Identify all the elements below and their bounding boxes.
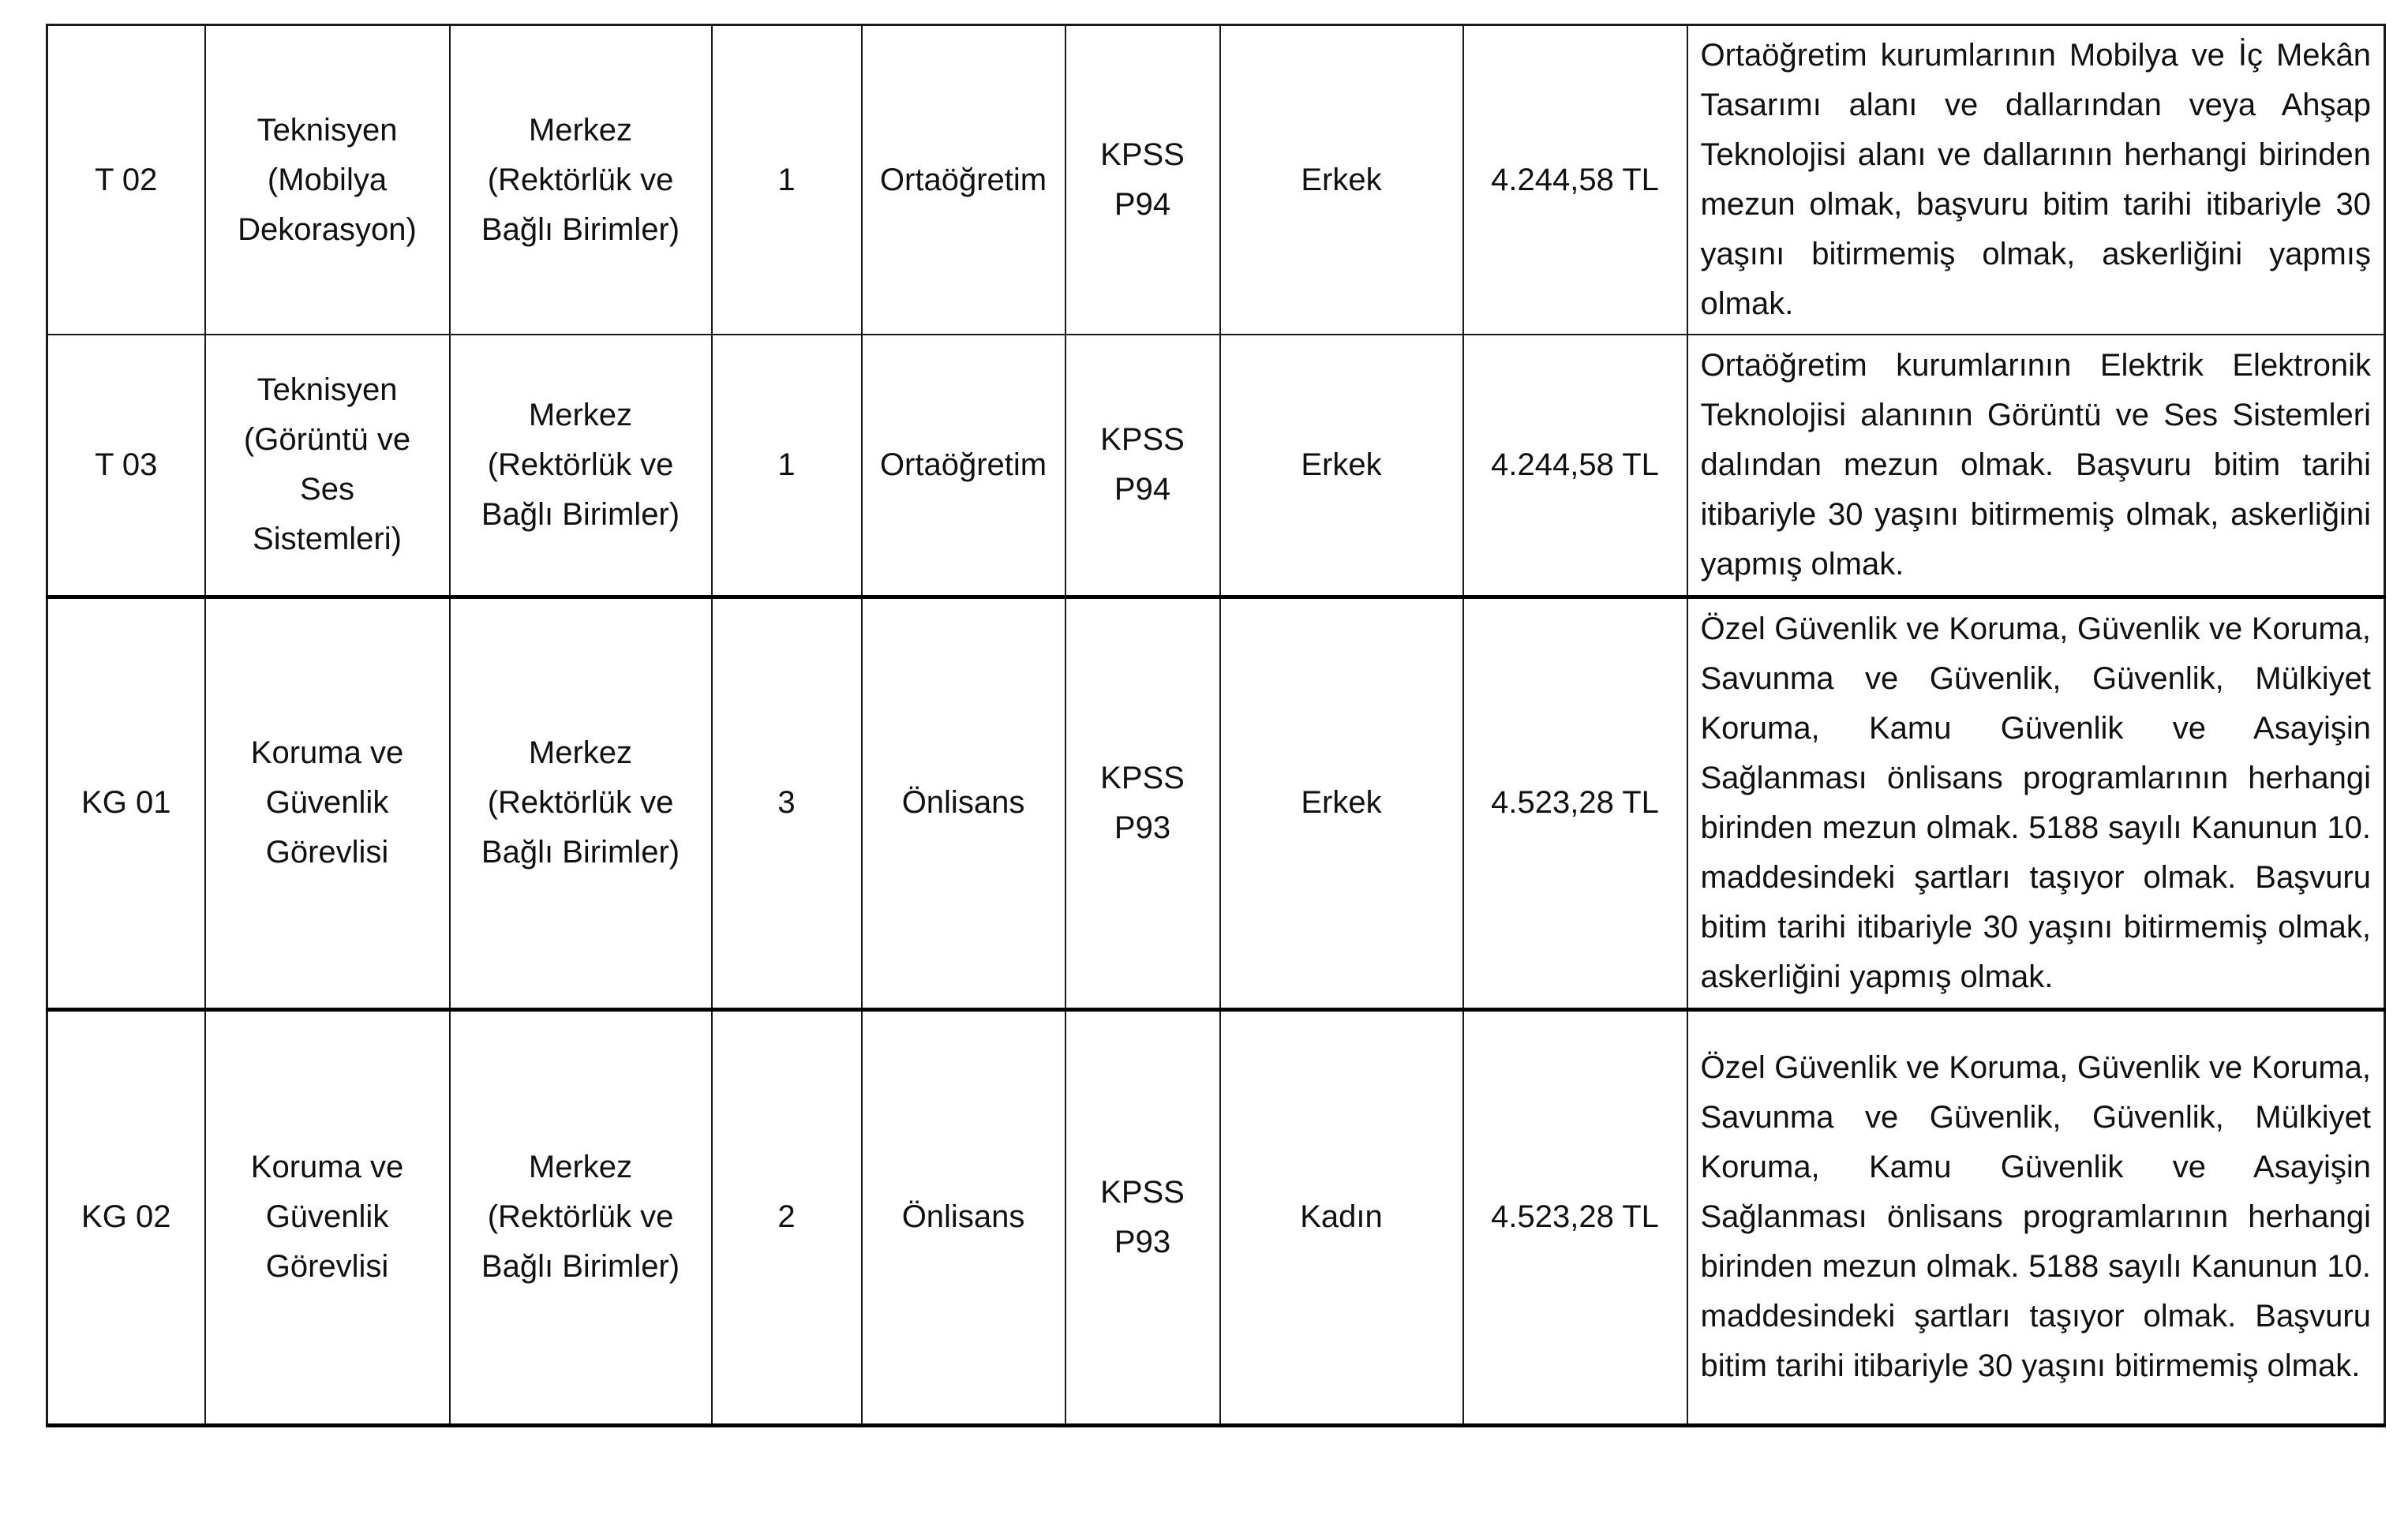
education-cell: Ortaöğretim [862, 25, 1065, 335]
kpss-cell [1065, 335, 1220, 597]
kpss-line: P94 [1114, 187, 1171, 222]
kpss-line: P94 [1114, 472, 1171, 507]
position-title-cell [205, 335, 450, 597]
position-title-cell [205, 25, 450, 335]
kpss-line: KPSS [1100, 1174, 1185, 1210]
count-cell: 3 [712, 597, 862, 1009]
position-code-cell: T 03 [47, 335, 205, 597]
position-title-cell [205, 597, 450, 1009]
unit-line: Merkez [528, 735, 633, 770]
education-cell: Önlisans [862, 1009, 1065, 1425]
kpss-line: P93 [1114, 810, 1171, 845]
position-title-line: Sistemleri) [253, 522, 402, 557]
kpss-cell [1065, 597, 1220, 1009]
requirements-cell: Ortaöğretim kurumlarının Elektrik Elektronik Teknolojisi alanının Görüntü ve Ses Sistemleri dalından mezun olmak. Başvuru bitim tarihi itibariyle 30 yaşını bitirmemiş olmak, askerliğini yapmış olmak. [1687, 335, 2385, 597]
gender-cell: Kadın [1220, 1009, 1463, 1425]
unit-line: Bağlı Birimler) [481, 835, 680, 870]
unit-line: Bağlı Birimler) [481, 1249, 680, 1284]
unit-line: Bağlı Birimler) [481, 211, 680, 247]
education-cell: Önlisans [862, 597, 1065, 1009]
count-cell: 1 [712, 335, 862, 597]
position-title-line: Görevlisi [265, 835, 389, 870]
position-title-line: Dekorasyon) [238, 211, 417, 247]
unit-line: (Rektörlük ve [487, 1199, 674, 1234]
position-title-cell [205, 1009, 450, 1425]
kpss-line: KPSS [1100, 422, 1185, 458]
position-title-line: Ses [300, 472, 354, 507]
requirements-cell: Özel Güvenlik ve Koruma, Güvenlik ve Koruma, Savunma ve Güvenlik, Güvenlik, Mülkiyet Koruma, Kamu Güvenlik ve Asayişin Sağlanması önlisans programlarının herhangi birinden mezun olmak. 5188 sayılı Kanunun 10. maddesindeki şartları taşıyor olmak. Başvuru bitim tarihi itibariyle 30 yaşını bitirmemiş olmak, askerliğini yapmış olmak. [1687, 597, 2385, 1009]
gender-cell: Erkek [1220, 597, 1463, 1009]
kpss-line: KPSS [1100, 137, 1185, 172]
position-title-line: Güvenlik [265, 1199, 389, 1234]
unit-line: Merkez [528, 1150, 633, 1184]
document-page [46, 24, 2384, 1427]
unit-cell [450, 335, 712, 597]
unit-cell [450, 25, 712, 335]
unit-line: Merkez [528, 397, 633, 432]
position-title-line: Koruma ve [250, 735, 404, 770]
kpss-line: P93 [1114, 1224, 1171, 1259]
table-row [47, 25, 2385, 335]
table-row [47, 1009, 2385, 1425]
position-title-line: (Görüntü ve [243, 422, 411, 458]
salary-cell: 4.523,28 TL [1463, 1009, 1687, 1425]
unit-cell [450, 1009, 712, 1425]
salary-cell: 4.244,58 TL [1463, 25, 1687, 335]
kpss-cell [1065, 25, 1220, 335]
position-code-cell: KG 01 [47, 597, 205, 1009]
count-cell: 1 [712, 25, 862, 335]
position-code-cell: KG 02 [47, 1009, 205, 1425]
positions-table [46, 24, 2386, 1427]
position-title-line: (Mobilya [267, 162, 388, 197]
count-cell: 2 [712, 1009, 862, 1425]
kpss-cell [1065, 1009, 1220, 1425]
position-title-line: Koruma ve [250, 1150, 404, 1184]
requirements-cell: Özel Güvenlik ve Koruma, Güvenlik ve Koruma, Savunma ve Güvenlik, Güvenlik, Mülkiyet Koruma, Kamu Güvenlik ve Asayişin Sağlanması önlisans programlarının herhangi birinden mezun olmak. 5188 sayılı Kanunun 10. maddesindeki şartları taşıyor olmak. Başvuru bitim tarihi itibariyle 30 yaşını bitirmemiş olmak. [1687, 1009, 2385, 1425]
unit-line: Merkez [528, 112, 633, 148]
position-title-line: Teknisyen [257, 112, 398, 148]
table-row [47, 335, 2385, 597]
unit-line: (Rektörlük ve [487, 162, 674, 197]
gender-cell: Erkek [1220, 335, 1463, 597]
unit-line: (Rektörlük ve [487, 785, 674, 820]
position-title-line: Teknisyen [257, 372, 398, 408]
education-cell: Ortaöğretim [862, 335, 1065, 597]
salary-cell: 4.523,28 TL [1463, 597, 1687, 1009]
unit-line: Bağlı Birimler) [481, 496, 680, 532]
kpss-line: KPSS [1100, 760, 1185, 795]
position-code-cell: T 02 [47, 25, 205, 335]
position-title-line: Güvenlik [265, 785, 389, 820]
gender-cell: Erkek [1220, 25, 1463, 335]
salary-cell: 4.244,58 TL [1463, 335, 1687, 597]
position-title-line: Görevlisi [265, 1249, 389, 1284]
unit-cell [450, 597, 712, 1009]
table-row [47, 597, 2385, 1009]
requirements-cell: Ortaöğretim kurumlarının Mobilya ve İç Mekân Tasarımı alanı ve dallarından veya Ahşap Teknolojisi alanı ve dallarının herhangi birinden mezun olmak, başvuru bitim tarihi itibariyle 30 yaşını bitirmemiş olmak, askerliğini yapmış olmak. [1687, 25, 2385, 335]
unit-line: (Rektörlük ve [487, 447, 674, 482]
